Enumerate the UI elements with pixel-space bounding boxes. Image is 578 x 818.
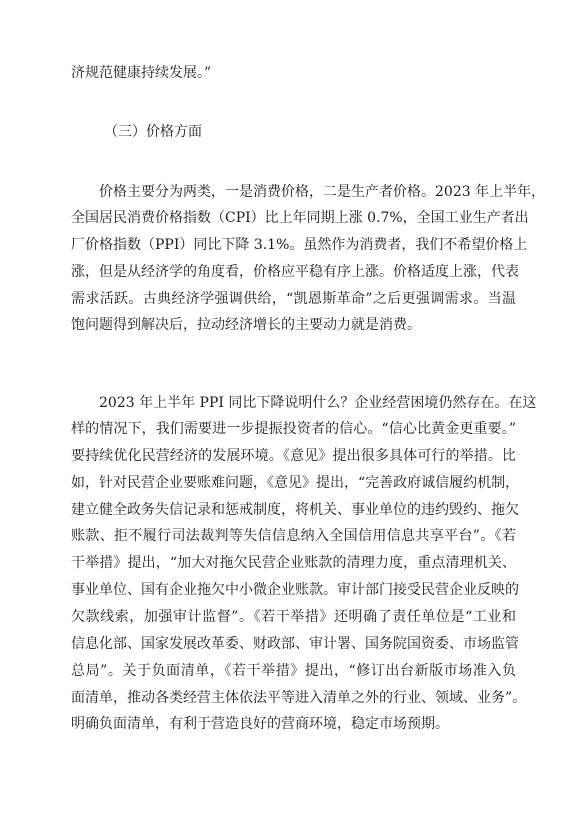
- paragraph-line: 样的情况下，我们需要进一步提振投资者的信心。“信心比黄金更重要。”: [71, 421, 516, 437]
- paragraph-line: 建立健全政务失信记录和惩戒制度，将机关、事业单位的违约毁约、拖欠: [71, 502, 519, 518]
- paragraph-line: 全国居民消费价格指数（CPI）比上年同期上涨 0.7%，全国工业生产者出: [71, 210, 529, 226]
- paragraph-line: 涨，但是从经济学的角度看，价格应平稳有序上涨。价格适度上涨，代表: [71, 264, 519, 280]
- paragraph-line: 如，针对民营企业要账难问题，《意见》提出，“完善政府诚信履约机制，: [71, 475, 520, 491]
- paragraph-line: 明确负面清单，有利于营造良好的营商环境，稳定市场预期。: [71, 716, 449, 732]
- paragraph-line: 厂价格指数（PPI）同比下降 3.1%。虽然作为消费者，我们不希望价格上: [71, 237, 528, 253]
- paragraph-line: 需求活跃。古典经济学强调供给，“凯恩斯革命”之后更强调需求。当温: [71, 291, 516, 307]
- paragraph-line: 事业单位、国有企业拖欠中小微企业账款。审计部门接受民营企业反映的: [71, 582, 519, 598]
- section-heading: （三）价格方面: [104, 124, 202, 140]
- paragraph-line: 饱问题得到解决后，拉动经济增长的主要动力就是消费。: [71, 317, 421, 333]
- paragraph-line: 价格主要分为两类，一是消费价格，二是生产者价格。2023 年上半年，: [99, 184, 546, 200]
- opening-line: 济规范健康持续发展。”: [71, 65, 212, 81]
- paragraph-line: 欠款线索，加强审计监督”。《若干举措》还明确了责任单位是“工业和: [71, 609, 516, 625]
- paragraph-line: 信息化部、国家发展改革委、财政部、审计署、国务院国资委、市场监管: [71, 636, 519, 652]
- paragraph-line: 2023 年上半年 PPI 同比下降说明什么？企业经营困境仍然存在。在这: [99, 395, 537, 411]
- paragraph-line: 干举措》提出，“加大对拖欠民营企业账款的清理力度，重点清理机关、: [71, 555, 516, 571]
- paragraph-line: 要持续优化民营经济的发展环境。《意见》提出很多具体可行的举措。比: [71, 448, 516, 464]
- paragraph-line: 总局”。关于负面清单，《若干举措》提出，“修订出台新版市场准入负: [71, 663, 516, 679]
- paragraph-line: 面清单，推动各类经营主体依法平等进入清单之外的行业、领域、业务”。: [71, 690, 527, 706]
- paragraph-line: 账款、拒不履行司法裁判等失信信息纳入全国信用信息共享平台”。《若: [71, 528, 516, 544]
